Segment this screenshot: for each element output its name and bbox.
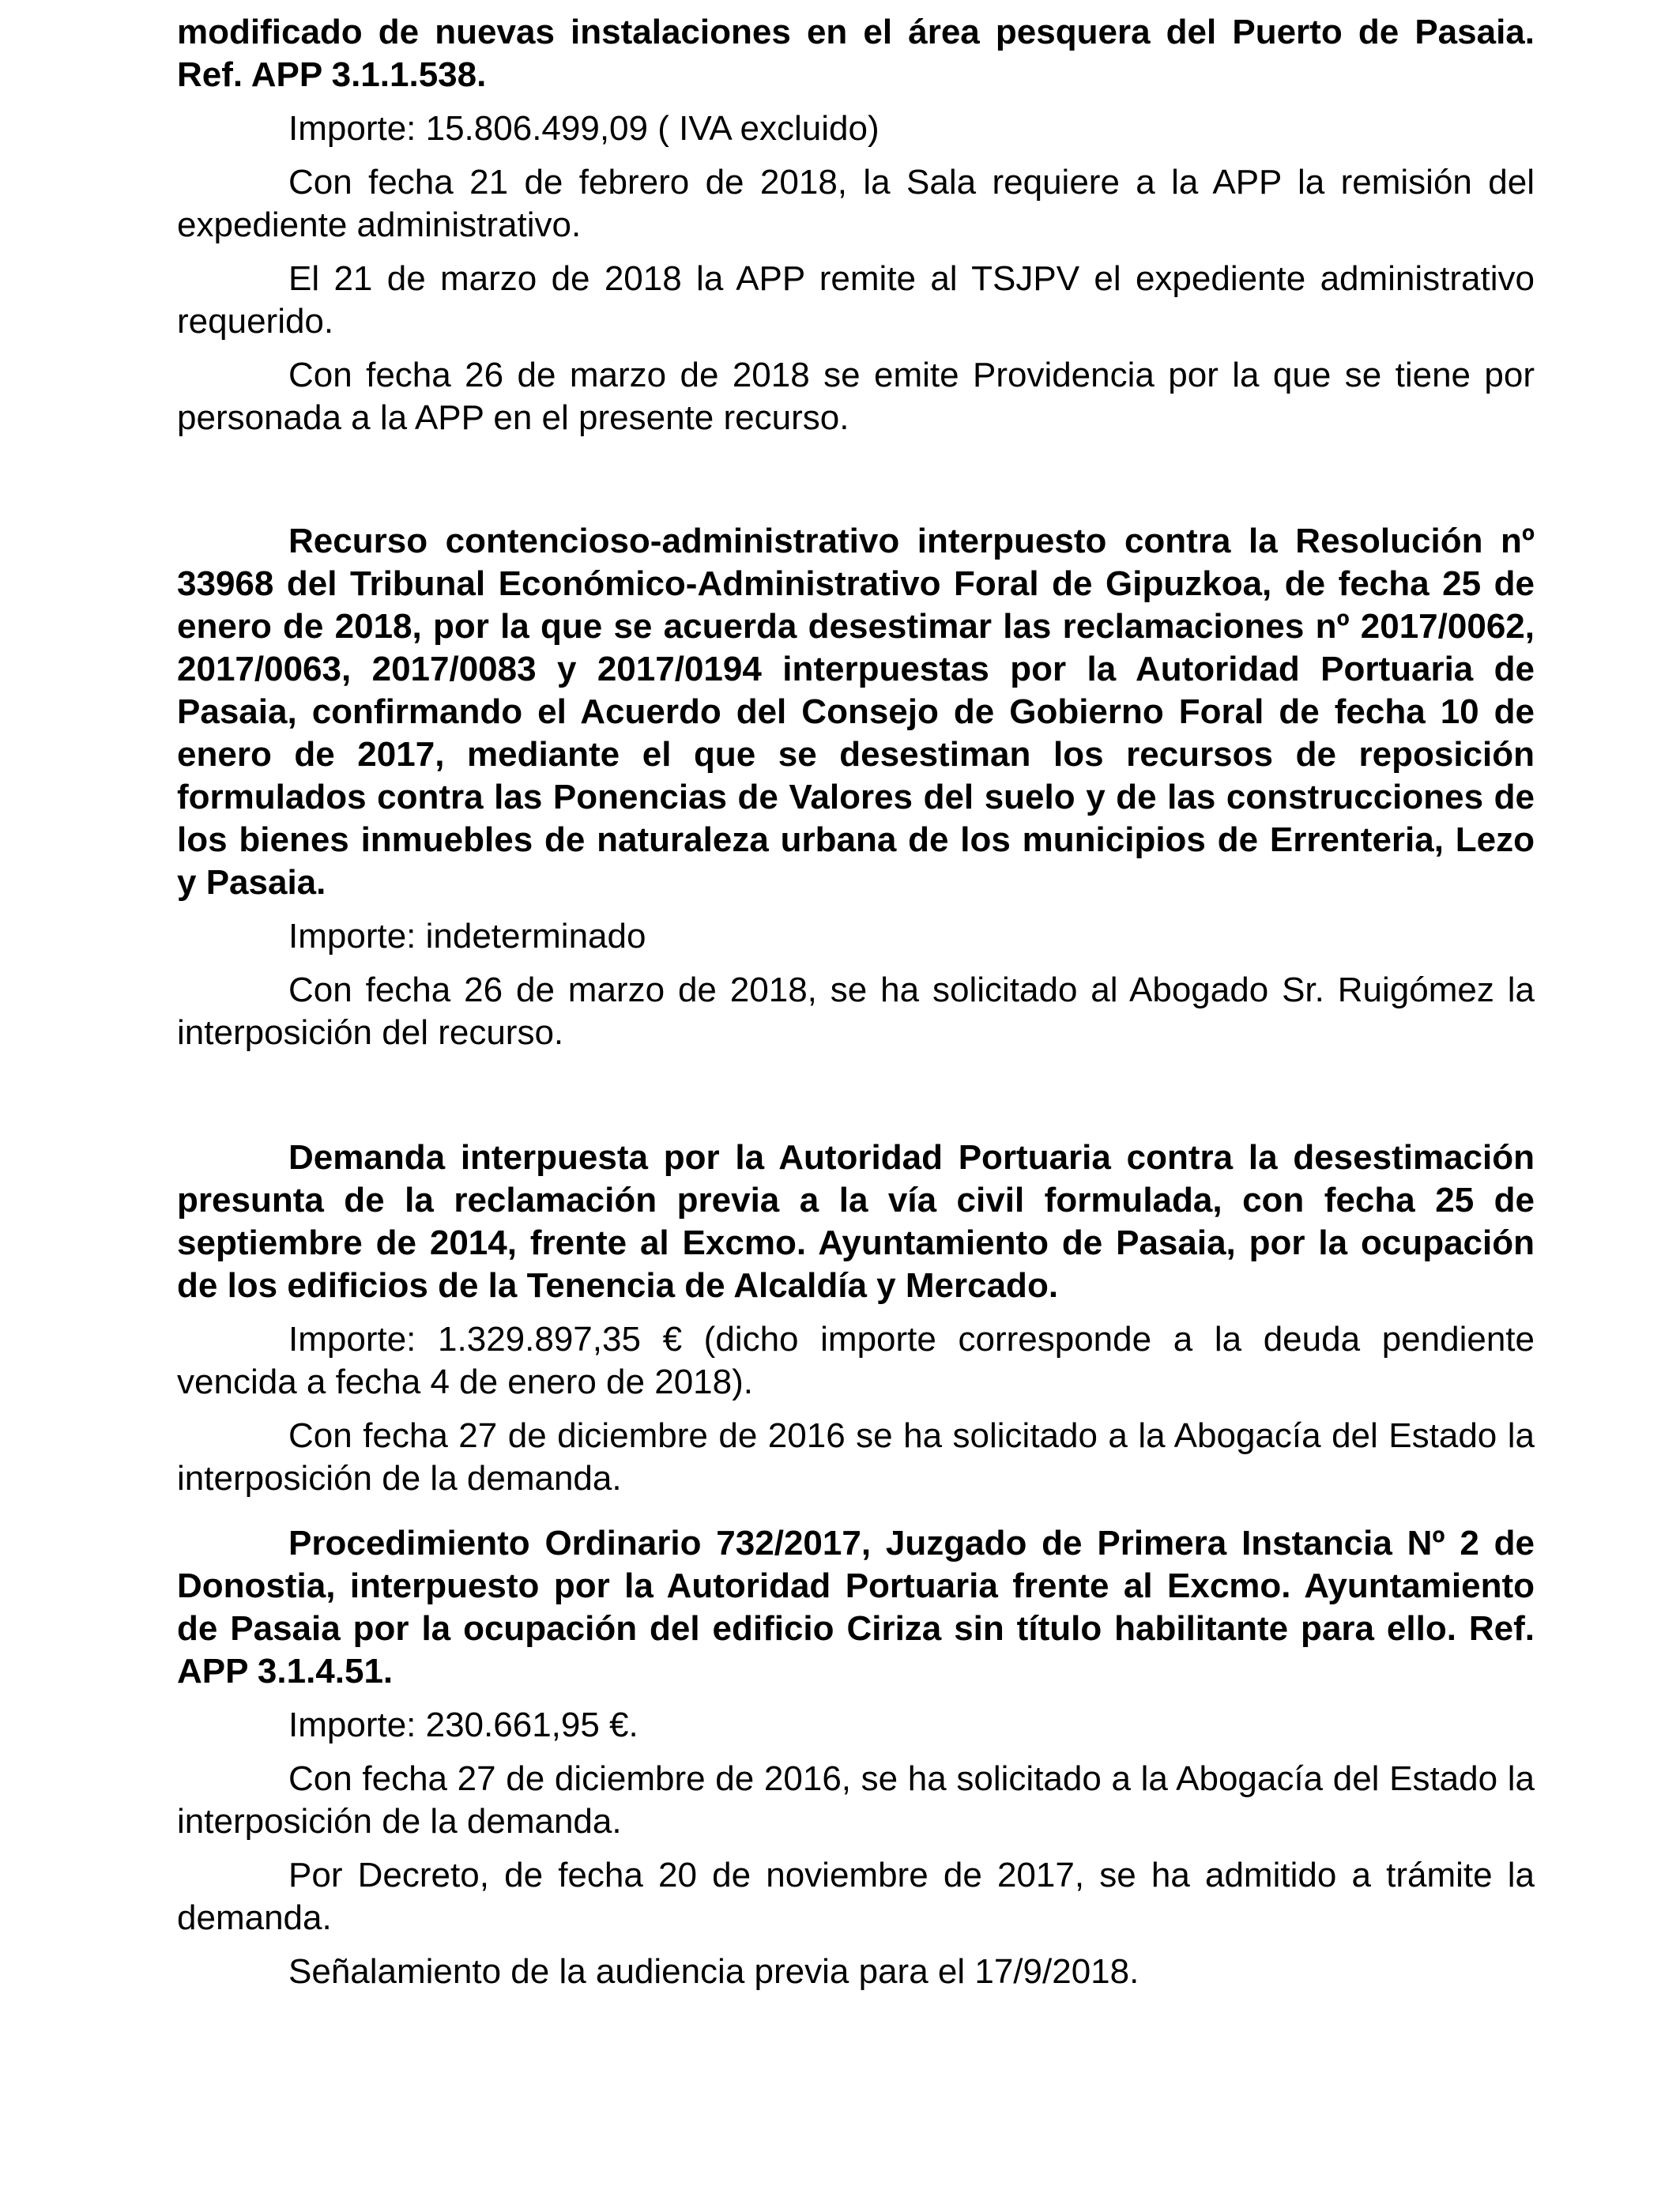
case-2-paragraph: Con fecha 26 de marzo de 2018, se ha solicitado al Abogado Sr. Ruigómez la interposición del recurso. <box>177 971 1535 1052</box>
case-1-amount: Importe: 15.806.499,09 ( IVA excluido) <box>288 109 880 148</box>
case-1-paragraph: Con fecha 26 de marzo de 2018 se emite Providencia por la que se tiene por personada a la APP en el presente recurso. <box>177 356 1535 437</box>
case-3-heading: Demanda interpuesta por la Autoridad Portuaria contra la desestimación presunta de la reclamación previa a la vía civil formulada, con fecha 25 de septiembre de 2014, frente al Excmo. Ayuntamiento de Pasaia, por la ocupación de los edificios de la Tenencia de Alcaldía y Mercado. <box>177 1138 1535 1305</box>
case-4-heading: Procedimiento Ordinario 732/2017, Juzgado de Primera Instancia Nº 2 de Donostia, interpuesto por la Autoridad Portuaria frente al Excmo. Ayuntamiento de Pasaia por la ocupación del edificio Ciriza sin título habilitante para ello. Ref. APP 3.1.4.51. <box>177 1524 1535 1691</box>
case-4-section <box>177 1522 1535 1993</box>
case-4-paragraph: Por Decreto, de fecha 20 de noviembre de 2017, se ha admitido a trámite la demanda. <box>177 1856 1535 1937</box>
document-page <box>177 11 1535 1993</box>
case-2-amount: Importe: indeterminado <box>288 917 646 956</box>
case-4-paragraph: Señalamiento de la audiencia previa para el 17/9/2018. <box>288 1952 1139 1991</box>
case-2-section <box>177 520 1535 1054</box>
case-1-paragraph: Con fecha 21 de febrero de 2018, la Sala requiere a la APP la remisión del expediente administrativo. <box>177 163 1535 244</box>
case-2-heading: Recurso contencioso-administrativo interpuesto contra la Resolución nº 33968 del Tribunal Económico-Administrativo Foral de Gipuzkoa, de fecha 25 de enero de 2018, por la que se acuerda desestimar las reclamaciones nº 2017/0062, 2017/0063, 2017/0083 y 2017/0194 interpuestas por la Autoridad Portuaria de Pasaia, confirmando el Acuerdo del Consejo de Gobierno Foral de fecha 10 de enero de 2017, mediante el que se desestiman los recursos de reposición formulados contra las Ponencias de Valores del suelo y de las construcciones de los bienes inmuebles de naturaleza urbana de los municipios de Errenteria, Lezo y Pasaia. <box>177 522 1535 902</box>
case-3-paragraph: Con fecha 27 de diciembre de 2016 se ha solicitado a la Abogacía del Estado la interposición de la demanda. <box>177 1416 1535 1498</box>
case-1-paragraph: El 21 de marzo de 2018 la APP remite al TSJPV el expediente administrativo requerido. <box>177 259 1535 341</box>
case-4-paragraph: Con fecha 27 de diciembre de 2016, se ha solicitado a la Abogacía del Estado la interposición de la demanda. <box>177 1759 1535 1841</box>
case-1-section <box>177 11 1535 439</box>
case-4-amount: Importe: 230.661,95 €. <box>288 1706 638 1744</box>
case-3-section <box>177 1137 1535 1500</box>
case-3-amount: Importe: 1.329.897,35 € (dicho importe corresponde a la deuda pendiente vencida a fecha 4 de enero de 2018). <box>177 1320 1535 1401</box>
case-1-heading: modificado de nuevas instalaciones en el área pesquera del Puerto de Pasaia. Ref. APP 3.1.1.538. <box>177 13 1535 94</box>
